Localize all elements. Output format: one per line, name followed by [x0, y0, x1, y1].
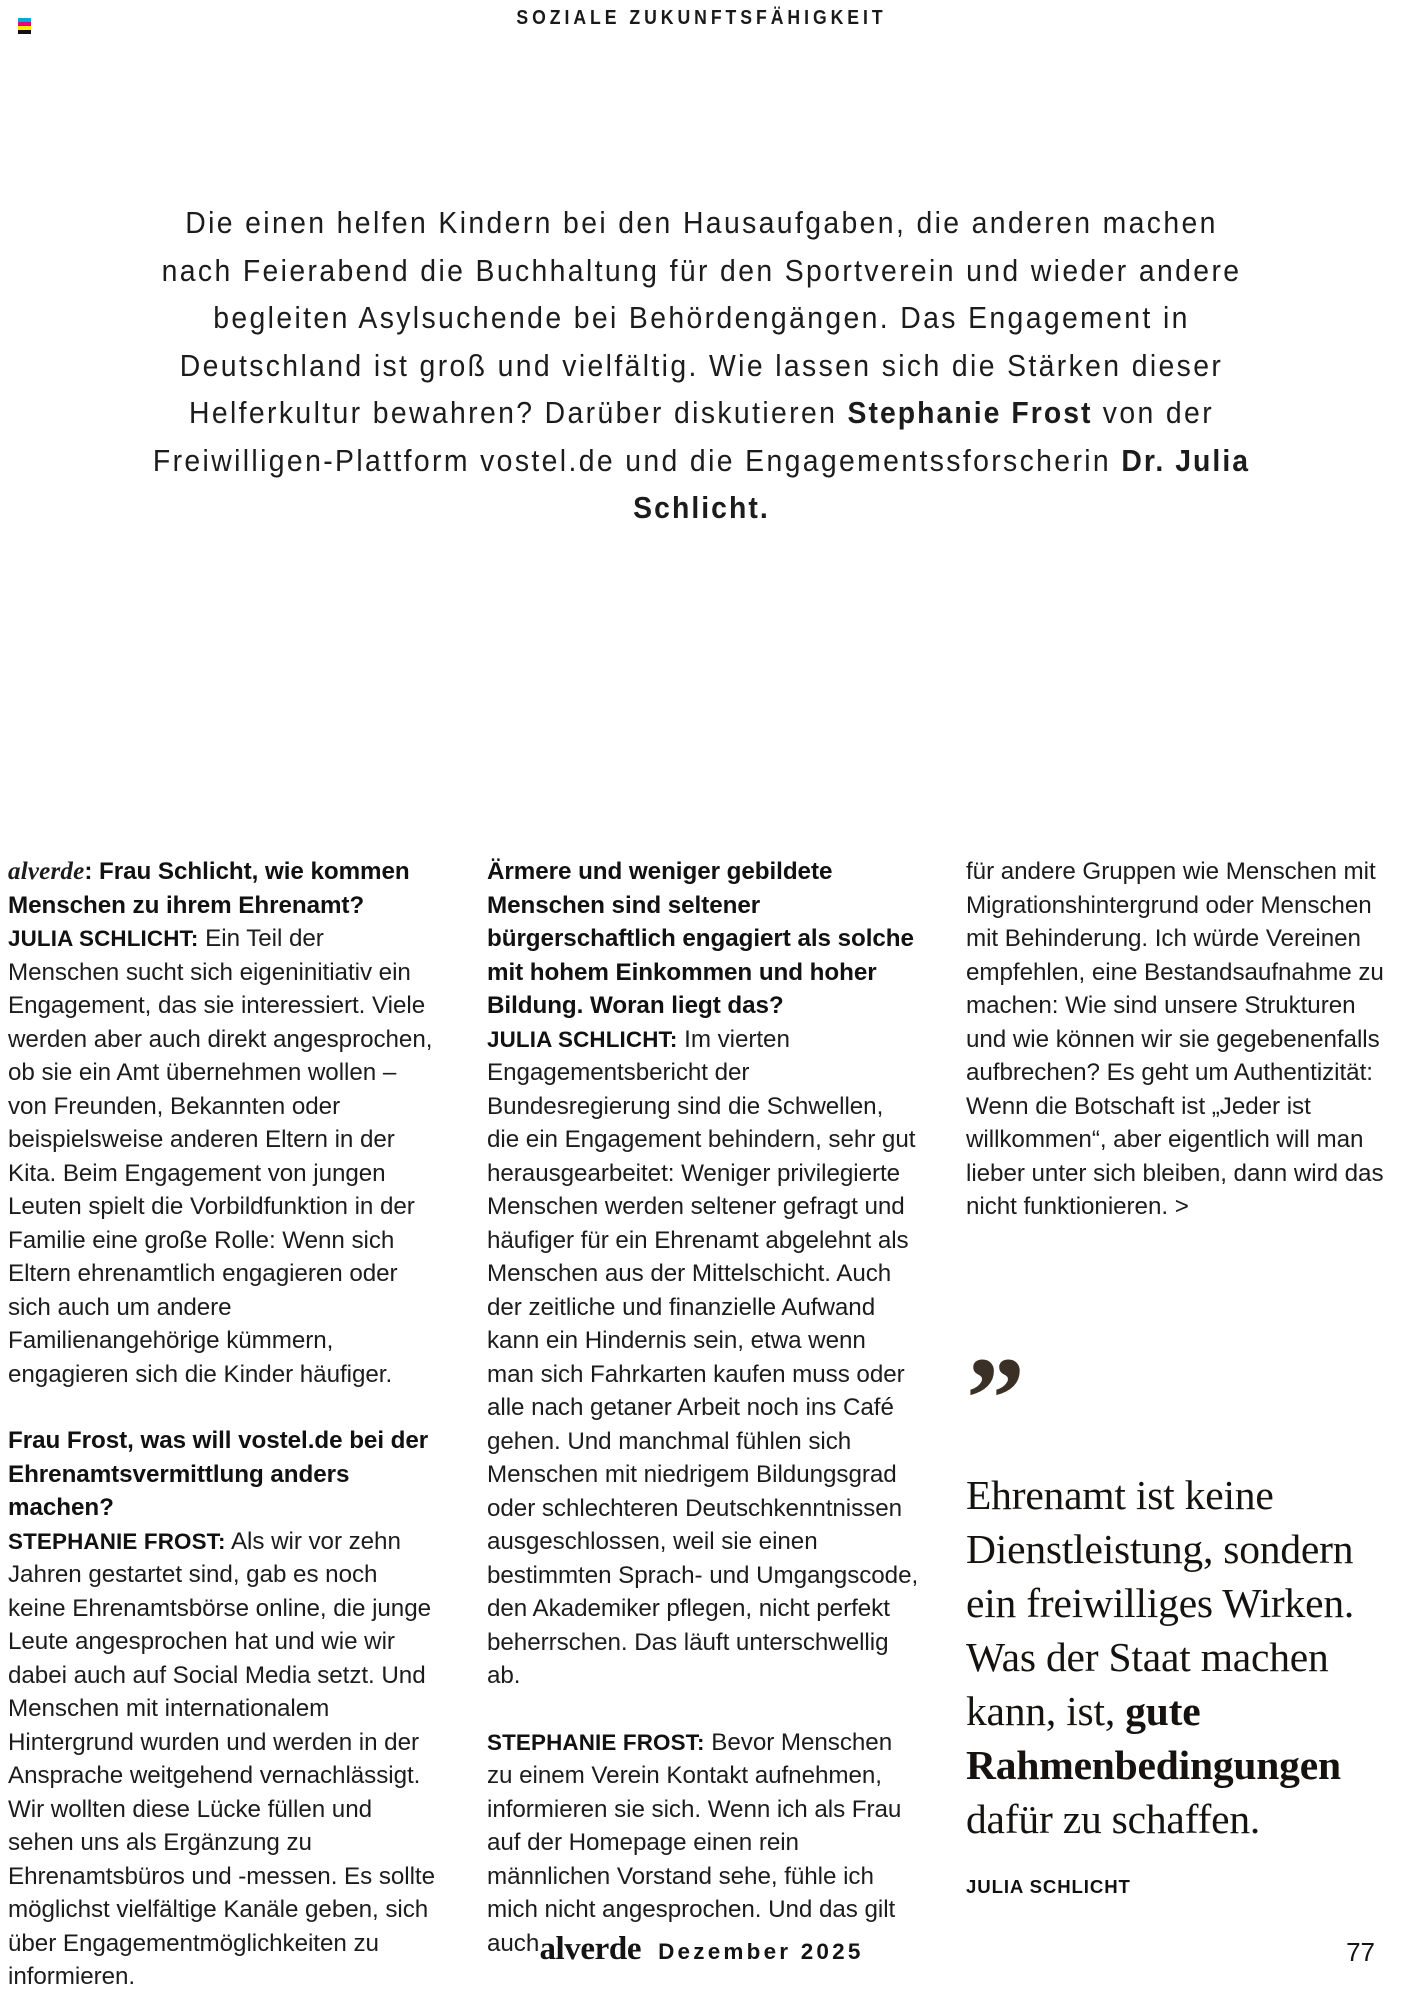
pull-quote	[966, 1332, 1386, 1898]
standfirst-name-stephanie-frost: Stephanie Frost	[847, 396, 1093, 430]
pull-quote-text	[966, 1468, 1386, 1846]
question-3	[487, 855, 919, 1693]
answer-1-text: Ein Teil der Menschen sucht sich eigeninitiativ ein Engagement, das sie interessiert. Viele werden aber auch direkt angesprochen, ob sie ein Amt übernehmen wollen – von Freunden, Bekannten oder beispielsweise anderen Eltern in der Kita. Beim Engagement von jungen Leuten spielt die Vorbildfunktion in der Familie eine große Rolle: Wenn sich Eltern ehrenamtlich engagieren oder sich auch um andere Familienangehörige kümmern, engagieren sich die Kinder häufiger.	[8, 925, 433, 1388]
answer-4-text: Bevor Menschen zu einem Verein Kontakt aufnehmen, informieren sie sich. Wenn ich als Frau auf der Homepage einen rein männlichen Vorstand sehe, fühle ich mich nicht angesprochen. Und das gilt auch	[487, 1728, 902, 1957]
speaker-stephanie-frost-1: STEPHANIE FROST:	[8, 1528, 226, 1554]
alverde-wordmark-inline: alverde	[8, 858, 85, 885]
answer-4-continued: für andere Gruppen wie Menschen mit Migrationshintergrund oder Menschen mit Behinderung. Ich würde Vereinen empfehlen, eine Bestandsaufnahme zu machen: Wie sind unsere Strukturen und wie können wir sie gegebenenfalls aufbrechen? Es geht um Authentizität: Wenn die Botschaft ist „Jeder ist willkommen“, aber eigentlich will man lieber unter sich bleiben, dann wird das nicht funktionieren. >	[966, 858, 1384, 1220]
column-3	[966, 855, 1386, 1994]
issue-date: Dezember 2025	[658, 1939, 864, 1964]
column-1	[8, 855, 440, 1994]
alverde-logo: alverde	[539, 1931, 642, 1967]
pull-quote-text-1: Ehrenamt ist keine Dienstleistung, sondern ein freiwilliges Wirken. Was der Staat machen kann, ist,	[966, 1471, 1355, 1734]
question-1-text: : Frau Schlicht, wie kommen Menschen zu ihrem Ehrenamt?	[8, 858, 410, 919]
pull-quote-text-2: dafür zu schaffen.	[966, 1795, 1261, 1842]
standfirst-text-2: von der Freiwilligen-Plattform vostel.de und die Engagementssforscherin	[152, 396, 1215, 478]
standfirst-name-julia-schlicht: Dr. Julia Schlicht.	[633, 443, 1251, 525]
page-number: 77	[1346, 1937, 1375, 1967]
running-head: SOZIALE ZUKUNFTSFÄHIGKEIT	[516, 6, 887, 29]
answer-2-text: Als wir vor zehn Jahren gestartet sind, gab es noch keine Ehrenamtsbörse online, die junge Leute angesprochen hat und wie wir dabei auch auf Social Media setzt. Und Menschen mit internationalem Hintergrund wurden und werden in der Ansprache weitgehend vernachlässigt. Wir wollten diese Lücke füllen und sehen uns als Ergänzung zu Ehrenamtsbüros und -messen. Es sollte möglichst vielfältige Kanäle geben, sich über Engagementmöglichkeiten zu informieren.	[8, 1527, 436, 1990]
standfirst-text-1: Die einen helfen Kindern bei den Hausaufgaben, die anderen machen nach Feierabend die Buchhaltung für den Sportverein und wieder andere begleiten Asylsuchende bei Behördengängen. Das Engagement in Deutschland ist groß und vielfältig. Wie lassen sich die Stärken dieser Helferkultur bewahren? Darüber diskutieren	[161, 206, 1242, 430]
speaker-stephanie-frost-2: STEPHANIE FROST:	[487, 1729, 705, 1755]
article-standfirst	[151, 200, 1251, 533]
page-footer	[0, 1922, 1403, 1968]
article-body-columns	[8, 855, 1398, 1994]
question-2	[8, 1424, 440, 1994]
speaker-julia-schlicht-2: JULIA SCHLICHT:	[487, 1026, 678, 1052]
question-2-text: Frau Frost, was will vostel.de bei der Ehrenamtsvermittlung anders machen?	[8, 1427, 429, 1521]
column-2	[487, 855, 919, 1994]
pull-quote-attribution: JULIA SCHLICHT	[966, 1875, 1131, 1897]
quotation-mark-icon: ”	[966, 1332, 1023, 1464]
answer-3-text: Im vierten Engagementsbericht der Bundesregierung sind die Schwellen, die ein Engagement behindern, sehr gut herausgearbeitet: Weniger privilegierte Menschen werden seltener gefragt und häufiger für ein Ehrenamt abgelehnt als Menschen aus der Mittelschicht. Auch der zeitliche und finanzielle Aufwand kann ein Hindernis sein, etwa wenn man sich Fahrkarten kaufen muss oder alle nach getaner Arbeit noch ins Café gehen. Und manchmal fühlen sich Menschen mit niedrigem Bildungsgrad oder schlechteren Deutschkenntnissen ausgeschlossen, weil sie einen bestimmten Sprach- und Umgangscode, den Akademiker pflegen, nicht perfekt beherrschen. Das läuft unterschwellig ab.	[487, 1025, 919, 1689]
cmyk-registration-mark	[18, 18, 31, 34]
question-3-text: Ärmere und weniger gebildete Menschen sind seltener bürgerschaftlich engagiert als solche mit hohem Einkommen und hoher Bildung. Woran liegt das?	[487, 858, 914, 1019]
registration-swatch-black	[18, 30, 31, 34]
speaker-julia-schlicht-1: JULIA SCHLICHT:	[8, 926, 199, 951]
pull-quote-emphasis: gute Rahmenbedingungen	[966, 1687, 1341, 1788]
question-1	[8, 855, 440, 1391]
footer-masthead	[0, 1931, 1403, 1968]
